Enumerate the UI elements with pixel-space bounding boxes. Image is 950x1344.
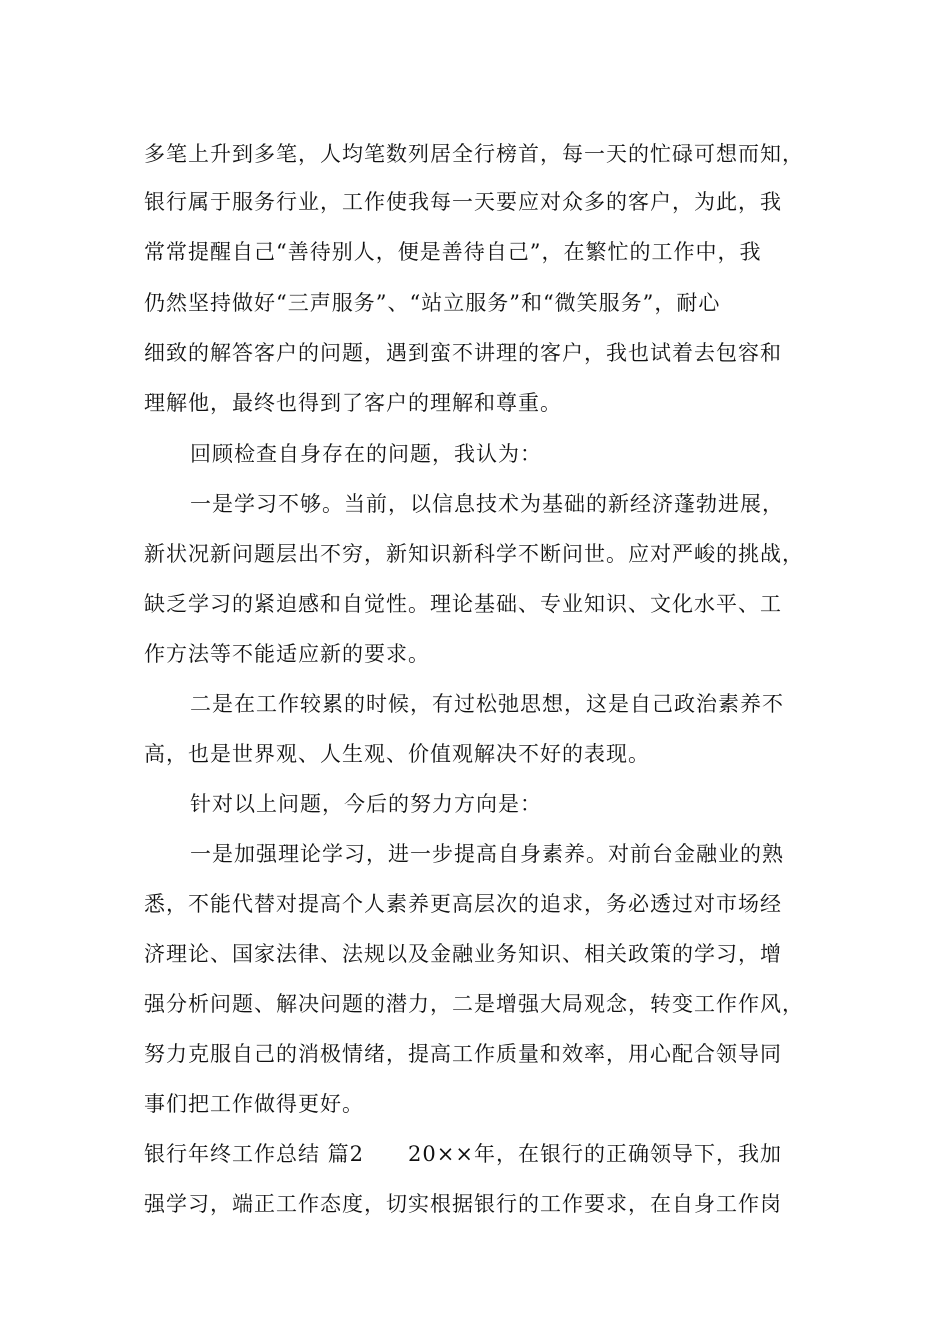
text-line: 二是在工作较累的时候，有过松弛思想，这是自己政治素养不 [190, 692, 784, 716]
text-line: 回顾检查自身存在的问题，我认为： [190, 442, 542, 466]
text-line: 高，也是世界观、人生观、价值观解决不好的表现。 [144, 742, 650, 766]
text-line: 多笔上升到多笔，人均笔数列居全行榜首，每一天的忙碌可想而知， [144, 142, 804, 166]
text-line: 缺乏学习的紧迫感和自觉性。理论基础、专业知识、文化水平、工 [144, 592, 782, 616]
text-line: 细致的解答客户的问题，遇到蛮不讲理的客户，我也试着去包容和 [144, 341, 782, 365]
text-line: 新状况新问题层出不穷，新知识新科学不断问世。应对严峻的挑战， [144, 542, 804, 566]
text-line: 常常提醒自己“善待别人，便是善待自己”，在繁忙的工作中，我 [144, 240, 762, 264]
text-line: 针对以上问题，今后的努力方向是： [190, 792, 542, 816]
text-line: 作方法等不能适应新的要求。 [144, 642, 430, 666]
text-line: 事们把工作做得更好。 [144, 1092, 364, 1116]
text-line: 一是学习不够。当前，以信息技术为基础的新经济蓬勃进展， [190, 492, 784, 516]
text-line: 强学习，端正工作态度，切实根据银行的工作要求，在自身工作岗 [144, 1192, 782, 1216]
text-line: 一是加强理论学习，进一步提高自身素养。对前台金融业的熟 [190, 842, 784, 866]
text-line: 银行属于服务行业，工作使我每一天要应对众多的客户，为此，我 [144, 190, 782, 214]
text-line: 强分析问题、解决问题的潜力，二是增强大局观念，转变工作作风， [144, 992, 804, 1016]
text-line: 努力克服自己的消极情绪，提高工作质量和效率，用心配合领导同 [144, 1042, 782, 1066]
section-heading-line: 银行年终工作总结 篇2 20××年，在银行的正确领导下，我加 [144, 1142, 782, 1166]
text-line: 仍然坚持做好“三声服务”、“站立服务”和“微笑服务”，耐心 [144, 291, 721, 315]
text-line: 悉，不能代替对提高个人素养更高层次的追求，务必透过对市场经 [144, 892, 782, 916]
text-line: 理解他，最终也得到了客户的理解和尊重。 [144, 391, 562, 415]
text-line: 济理论、国家法律、法规以及金融业务知识、相关政策的学习，增 [144, 942, 782, 966]
